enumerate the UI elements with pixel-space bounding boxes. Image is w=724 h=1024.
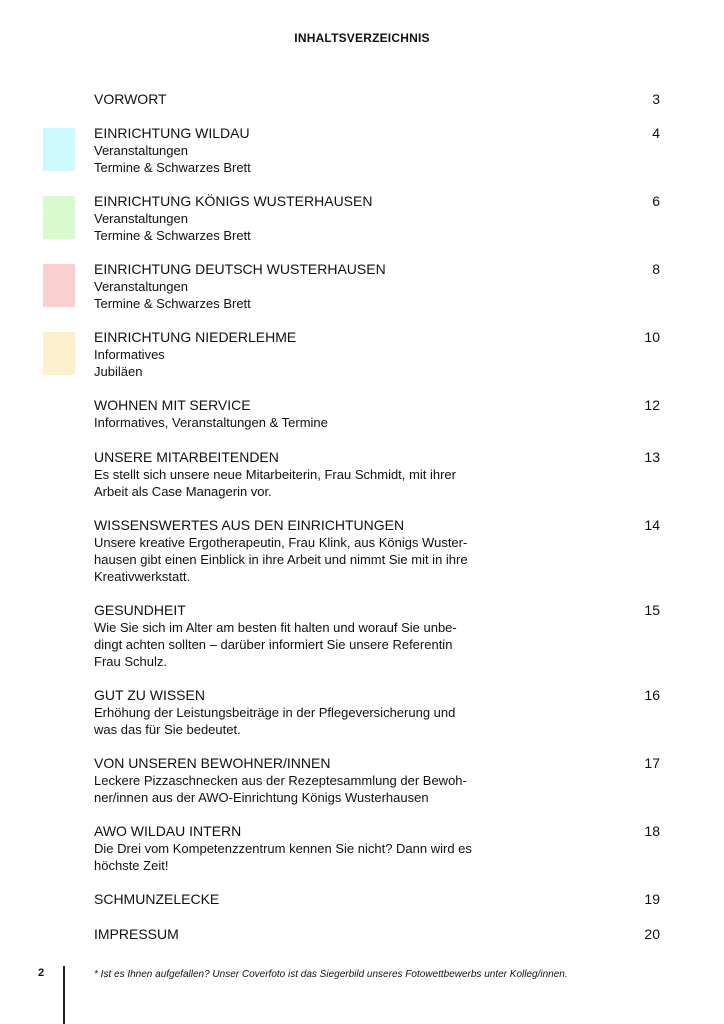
toc-entry-awo-wildau-intern[interactable] [94,823,660,874]
toc-entry-bewohner[interactable] [94,755,660,806]
toc-entry-gesundheit[interactable] [94,602,660,670]
toc-entry-line: Veranstaltungen [94,279,188,294]
toc-entry-line: Termine & Schwarzes Brett [94,228,251,243]
toc-entry-page: 16 [644,687,660,703]
toc-entry-title: EINRICHTUNG DEUTSCH WUSTERHAUSEN [94,261,386,277]
toc-entry-page: 4 [652,125,660,141]
page-number: 2 [38,967,45,979]
toc-entry-schmunzelecke[interactable] [94,891,660,908]
toc-entry-gut-zu-wissen[interactable] [94,687,660,738]
toc-entry-line: Leckere Pizzaschnecken aus der Rezeptesammlung der Bewoh- [94,773,467,788]
toc-entry-page: 14 [644,517,660,533]
toc-entry-page: 17 [644,755,660,771]
toc-entry-line: Die Drei vom Kompetenzzentrum kennen Sie nicht? Dann wird es [94,841,472,856]
toc-entry-line: Kreativwerkstatt. [94,569,191,584]
toc-entry-page: 8 [652,261,660,277]
toc-entry-title: EINRICHTUNG WILDAU [94,125,250,141]
toc-entry-title: AWO WILDAU INTERN [94,823,242,839]
toc-entry-page: 6 [652,193,660,209]
toc-entry-line: Es stellt sich unsere neue Mitarbeiterin, Frau Schmidt, mit ihrer [94,467,456,482]
toc-entry-impressum[interactable] [94,926,660,943]
toc-entry-line: Frau Schulz. [94,654,167,669]
toc-entry-title: VON UNSEREN BEWOHNER/INNEN [94,755,331,771]
toc-entry-page: 3 [652,91,660,107]
toc-entry-wohnen-mit-service[interactable] [94,397,660,431]
toc-entry-line: Veranstaltungen [94,211,188,226]
toc-entry-title: UNSERE MITARBEITENDEN [94,449,279,465]
toc-entry-line: Termine & Schwarzes Brett [94,160,251,175]
toc-entry-title: IMPRESSUM [94,926,179,942]
toc-entry-niederlehme[interactable] [94,329,660,380]
page-title: INHALTSVERZEICHNIS [294,31,430,45]
toc-entry-title: EINRICHTUNG KÖNIGS WUSTERHAUSEN [94,193,373,209]
toc-entry-title: WISSENSWERTES AUS DEN EINRICHTUNGEN [94,517,405,533]
toc-entry-line: Unsere kreative Ergotherapeutin, Frau Klink, aus Königs Wuster- [94,535,468,550]
footnote: * Ist es Ihnen aufgefallen? Unser Coverfoto ist das Siegerbild unseres Fotowettbewerbs unter Kolleg/innen. [94,969,568,980]
toc-entry-title: EINRICHTUNG NIEDERLEHME [94,329,297,345]
toc-entry-line: Wie Sie sich im Alter am besten fit halten und worauf Sie unbe- [94,620,457,635]
toc-entry-wildau[interactable] [94,125,660,176]
toc-entry-title: SCHMUNZELECKE [94,891,220,907]
toc-entry-line: Informatives [94,347,165,362]
toc-entry-line: dingt achten sollten – darüber informiert Sie unsere Referentin [94,637,453,652]
toc-entry-vorwort[interactable] [94,91,660,108]
toc-entry-title: WOHNEN MIT SERVICE [94,397,251,413]
toc-entry-page: 13 [644,449,660,465]
toc-entry-line: Informatives, Veranstaltungen & Termine [94,415,328,430]
swatch-niederlehme [43,332,75,375]
toc-entry-line: was das für Sie bedeutet. [94,722,241,737]
toc-entry-line: Arbeit als Case Managerin vor. [94,484,272,499]
swatch-deutsch-wusterhausen [43,264,75,307]
toc-entry-page: 19 [644,891,660,907]
toc-entry-line: hausen gibt einen Einblick in ihre Arbeit und nimmt Sie mit in ihre [94,552,468,567]
toc-entry-title: GUT ZU WISSEN [94,687,205,703]
toc-entry-page: 12 [644,397,660,413]
toc-entry-page: 10 [644,329,660,345]
toc-entry-line: Veranstaltungen [94,143,188,158]
toc-entry-title: GESUNDHEIT [94,602,186,618]
swatch-wildau [43,128,75,171]
toc-entry-page: 15 [644,602,660,618]
toc-entry-page: 18 [644,823,660,839]
toc-entry-page: 20 [644,926,660,942]
toc-entry-line: höchste Zeit! [94,858,169,873]
toc-entry-koenigs-wusterhausen[interactable] [94,193,660,244]
toc-entry-line: Erhöhung der Leistungsbeiträge in der Pflegeversicherung und [94,705,456,720]
toc-entry-wissenswertes[interactable] [94,517,660,585]
toc-entry-line: ner/innen aus der AWO-Einrichtung Königs Wusterhausen [94,790,429,805]
footer-divider [63,966,65,1024]
toc-entry-line: Jubiläen [94,364,143,379]
toc-entry-line: Termine & Schwarzes Brett [94,296,251,311]
toc-entry-title: VORWORT [94,91,167,107]
toc-entry-deutsch-wusterhausen[interactable] [94,261,660,312]
toc-entry-mitarbeitende[interactable] [94,449,660,500]
swatch-koenigs-wusterhausen [43,196,75,239]
